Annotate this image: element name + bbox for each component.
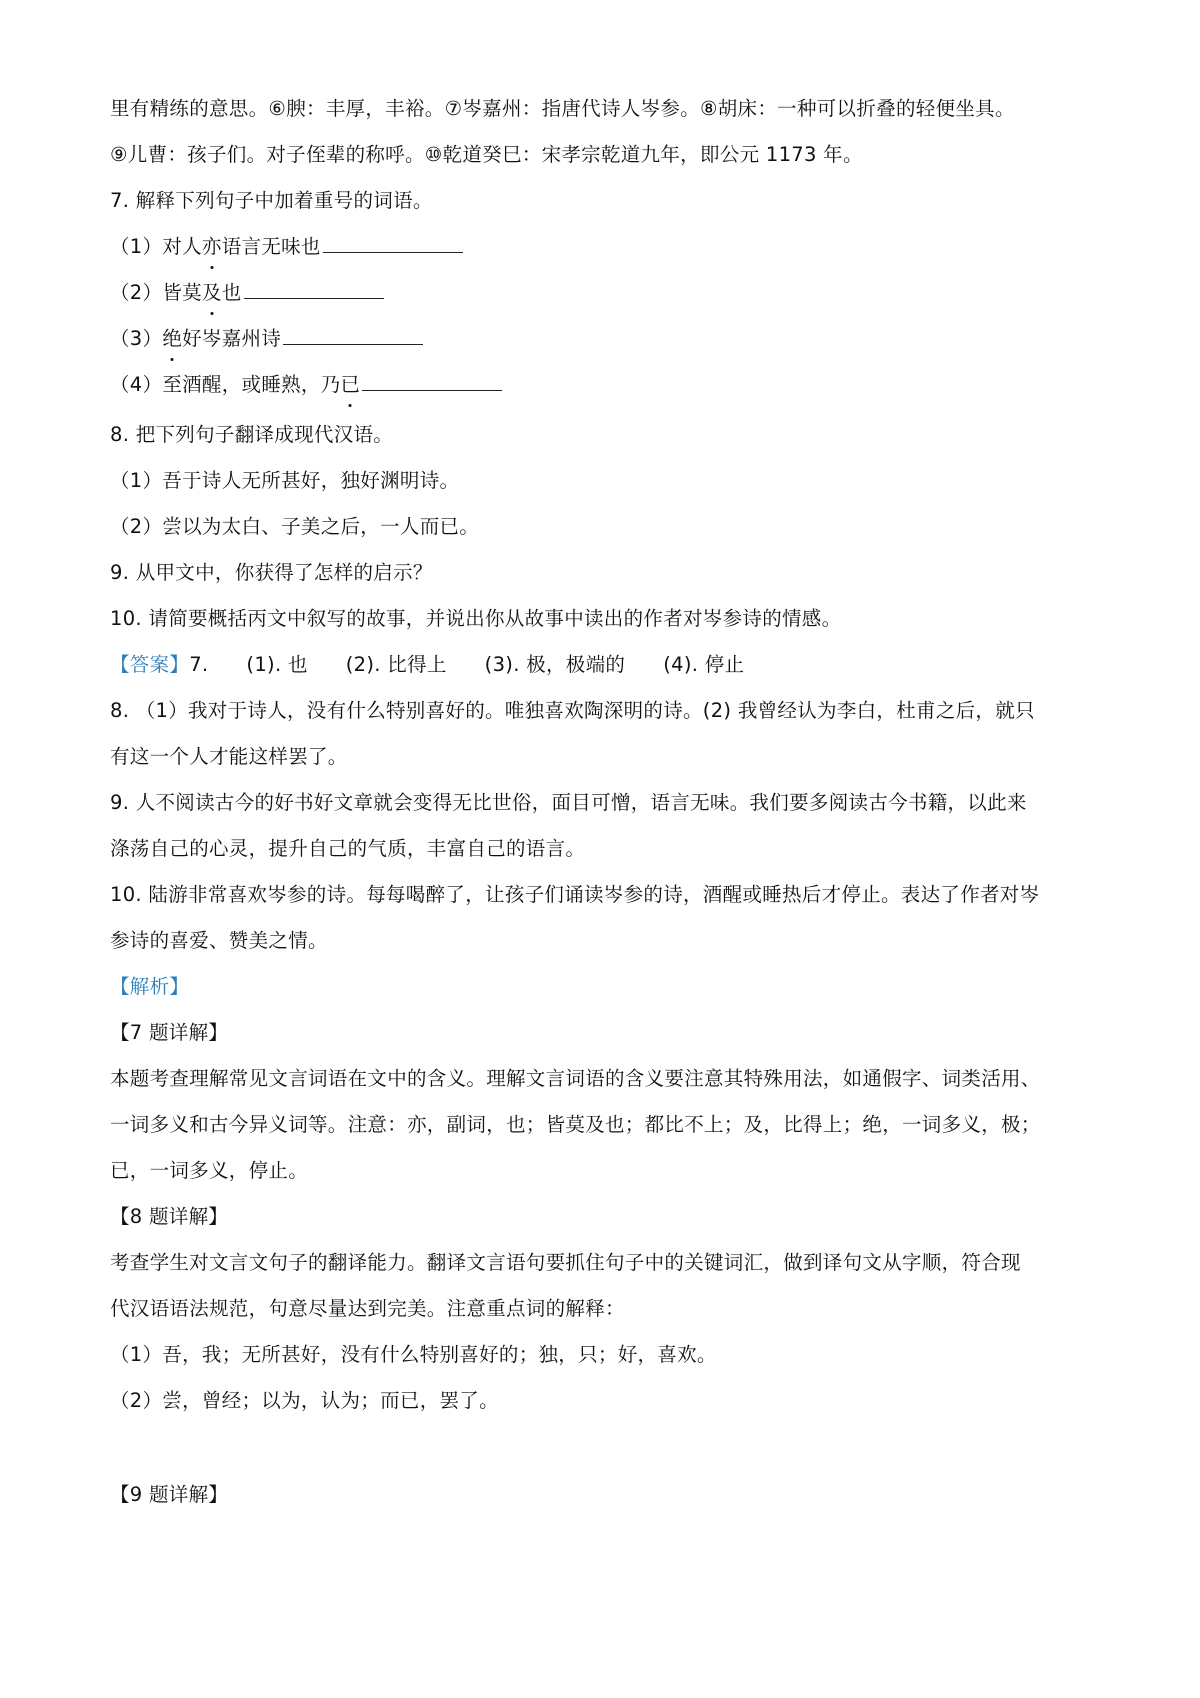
answer-blank — [323, 234, 463, 253]
detail-7-text: 已，一词多义，停止。 — [110, 1159, 309, 1182]
answer-item: (3). 极，极端的 — [484, 653, 626, 676]
detail-8-text: 考查学生对文言文句子的翻译能力。翻译文言语句要抓住句子中的关键词汇，做到译句文从字顺，符合现 — [110, 1251, 1021, 1274]
answer-blank — [244, 280, 384, 299]
question-8-item: （1）吾于诗人无所甚好，独好渊明诗。 — [110, 469, 460, 492]
answer-blank — [283, 326, 423, 345]
question-8-title: 8. 把下列句子翻译成现代汉语。 — [110, 423, 394, 446]
emphasized-word: 绝 — [162, 322, 182, 356]
detail-7-text: 一词多义和古今异义词等。注意：亦，副词，也；皆莫及也；都比不上；及，比得上；绝，一词多义，极； — [110, 1113, 1041, 1136]
answer-item: (4). 停止 — [663, 653, 745, 676]
answer-9: 9. 人不阅读古今的好书好文章就会变得无比世俗，面目可憎，语言无味。我们要多阅读古今书籍，以此来 — [110, 791, 1027, 814]
answer-blank — [362, 372, 502, 391]
detail-8-text: （1）吾，我；无所甚好，没有什么特别喜好的；独，只；好，喜欢。 — [110, 1343, 717, 1366]
question-10-title: 10. 请简要概括丙文中叙写的故事，并说出你从故事中读出的作者对岑参诗的情感。 — [110, 607, 842, 630]
detail-7-title: 【7 题详解】 — [110, 1021, 229, 1044]
detail-8-text: 代汉语语法规范，句意尽量达到完美。注意重点词的解释： — [110, 1297, 625, 1320]
question-7-items — [110, 230, 1100, 402]
content-column — [110, 92, 1100, 1512]
answer-8: 有这一个人才能这样罢了。 — [110, 745, 348, 768]
answer-item: (2). 比得上 — [345, 653, 447, 676]
answer-10: 参诗的喜爱、赞美之情。 — [110, 929, 328, 952]
question-7-title: 7. 解释下列句子中加着重号的词语。 — [110, 189, 433, 212]
detail-8-text: （2）尝，曾经；以为，认为；而已，罢了。 — [110, 1389, 499, 1412]
question-7-item: （3）绝好岑嘉州诗 — [110, 322, 1100, 356]
footnote-line: ⑨儿曹：孩子们。对子侄辈的称呼。⑩乾道癸巳：宋孝宗乾道九年，即公元 1173 年。 — [110, 143, 863, 166]
answer-tag: 【答案】 — [110, 653, 190, 676]
question-9-title: 9. 从甲文中，你获得了怎样的启示？ — [110, 561, 433, 584]
detail-7-text: 本题考查理解常见文言词语在文中的含义。理解文言词语的含义要注意其特殊用法，如通假字、词类活用、 — [110, 1067, 1041, 1090]
answer-item: (1). 也 — [246, 653, 308, 676]
question-7-item: （2）皆莫及也 — [110, 276, 1100, 310]
emphasized-word: 亦 — [202, 230, 222, 264]
answer-8: 8. （1）我对于诗人，没有什么特别喜好的。唯独喜欢陶深明的诗。(2) 我曾经认为李白，杜甫之后，就只 — [110, 699, 1035, 722]
answer-9: 涤荡自己的心灵，提升自己的气质，丰富自己的语言。 — [110, 837, 586, 860]
detail-9-title: 【9 题详解】 — [110, 1483, 229, 1506]
detail-8-title: 【8 题详解】 — [110, 1205, 229, 1228]
emphasized-word: 及 — [202, 276, 222, 310]
emphasized-word: 已 — [341, 368, 361, 402]
answer-10: 10. 陆游非常喜欢岑参的诗。每每喝醉了，让孩子们诵读岑参的诗，酒醒或睡热后才停止。表达了作者对岑 — [110, 883, 1040, 906]
question-7-item: （4）至酒醒，或睡熟，乃已 — [110, 368, 1100, 402]
analysis-tag: 【解析】 — [110, 975, 190, 998]
answer-line-7: 【答案】7. (1). 也 (2). 比得上 (3). 极，极端的 (4). 停止 — [110, 648, 1100, 682]
question-8-item: （2）尝以为太白、子美之后，一人而已。 — [110, 515, 480, 538]
footnote-line: 里有精练的意思。⑥腴：丰厚，丰裕。⑦岑嘉州：指唐代诗人岑参。⑧胡床：一种可以折叠的轻便坐具。 — [110, 97, 1015, 120]
question-7-item: （1）对人亦语言无味也 — [110, 230, 1100, 264]
